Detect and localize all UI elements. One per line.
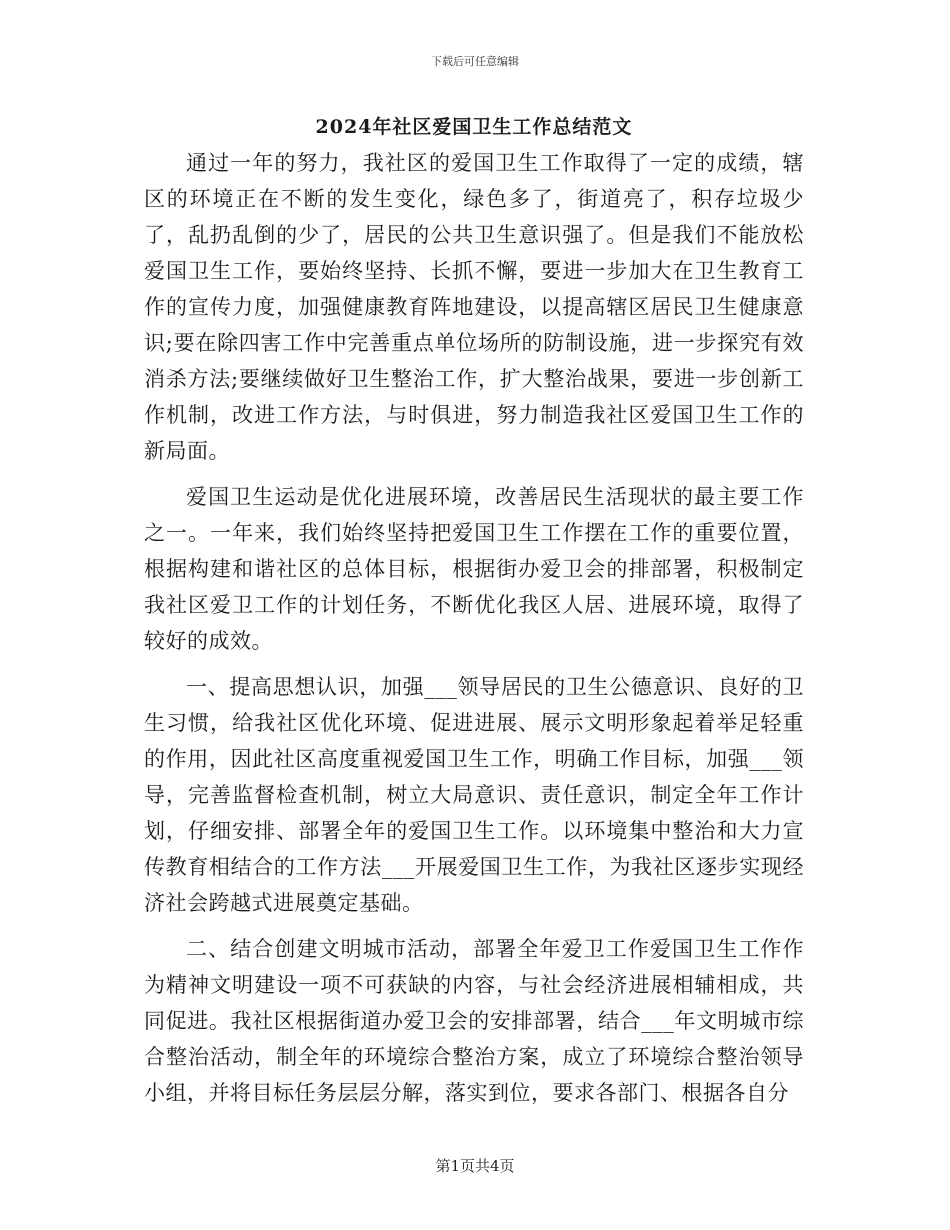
paragraph-3: 一、提高思想认识，加强___领导居民的卫生公德意识、良好的卫生习惯，给我社区优化环境、促进进展、展示文明形象起着举足轻重的作用，因此社区高度重视爱国卫生工作，明确工作目标，加强___领导，完善监督检查机制，树立大局意识、责任意识，制定全年工作计划，仔细安排、部署全年的爱国卫生工作。以环境集中整治和大力宣传教育相结合的工作方法___开展爱国卫生工作，为我社区逐步实现经济社会跨越式进展奠定基础。 [144,675,804,915]
page-footer: 第1页共4页 [435,1157,515,1175]
document-title: 2024年社区爱国卫生工作总结范文 [315,116,633,138]
page-header: 下载后可任意编辑 [431,55,519,68]
document-body [144,113,804,1121]
paragraph-2: 爱国卫生运动是优化进展环境，改善居民生活现状的最主要工作之一。一年来，我们始终坚持把爱国卫生工作摆在工作的重要位置，根据构建和谐社区的总体目标，根据街办爱卫会的排部署，积极制定我社区爱卫工作的计划任务，不断优化我区人居、进展环境，取得了较好的成效。 [144,485,804,653]
paragraph-1: 通过一年的努力，我社区的爱国卫生工作取得了一定的成绩，辖区的环境正在不断的发生变化，绿色多了，街道亮了，积存垃圾少了，乱扔乱倒的少了，居民的公共卫生意识强了。但是我们不能放松爱国卫生工作，要始终坚持、长抓不懈，要进一步加大在卫生教育工作的宣传力度，加强健康教育阵地建设，以提高辖区居民卫生健康意识;要在除四害工作中完善重点单位场所的防制设施，进一步探究有效消杀方法;要继续做好卫生整治工作，扩大整治战果，要进一步创新工作机制，改进工作方法，与时俱进，努力制造我社区爱国卫生工作的新局面。 [144,151,804,463]
paragraph-4: 二、结合创建文明城市活动，部署全年爱卫工作爱国卫生工作作为精神文明建设一项不可获缺的内容，与社会经济进展相辅相成，共同促进。我社区根据街道办爱卫会的安排部署，结合___年文明城市综合整治活动，制全年的环境综合整治方案，成立了环境综合整治领导小组，并将目标任务层层分解，落实到位，要求各部门、根据各自分 [144,937,804,1105]
